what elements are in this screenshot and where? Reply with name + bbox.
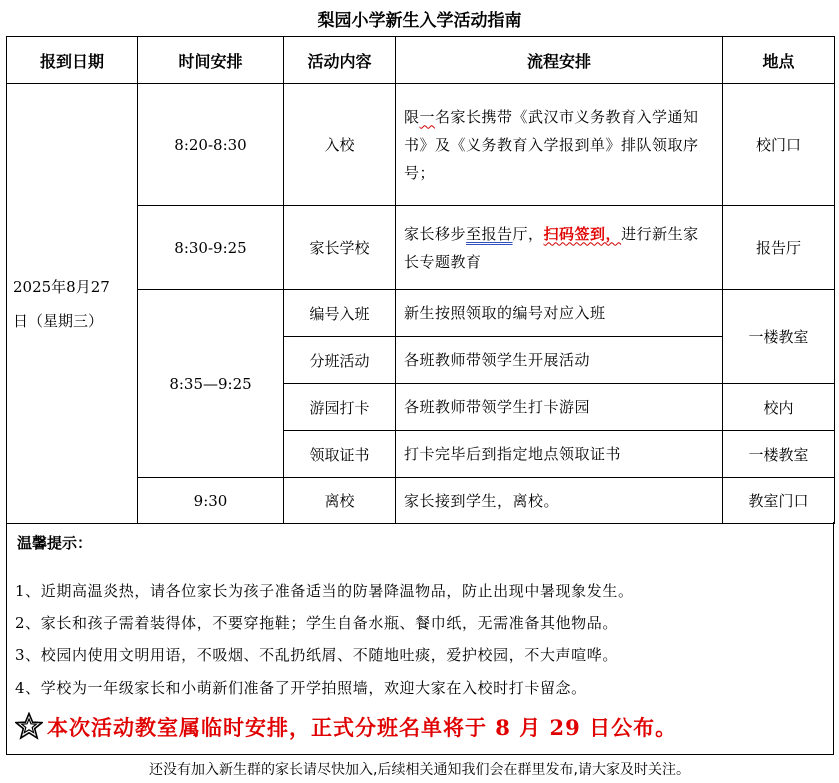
tip-item: 4、学校为一年级家长和小萌新们准备了开学拍照墙，欢迎大家在入校时打卡留念。 — [15, 679, 587, 697]
header-flow: 流程安排 — [396, 37, 723, 84]
time-cell: 8:35—9:25 — [138, 290, 284, 478]
time-cell: 8:20-8:30 — [138, 84, 284, 206]
activity-cell: 家长学校 — [284, 206, 396, 290]
star-outline-icon — [15, 712, 43, 740]
header-place: 地点 — [723, 37, 835, 84]
header-activity: 活动内容 — [284, 37, 396, 84]
tips-title: 温馨提示： — [17, 534, 93, 552]
activity-cell: 编号入班 — [284, 290, 396, 337]
flow-text-marked: 一 — [419, 107, 436, 126]
footer-note: 还没有加入新生群的家长请尽快加入,后续相关通知我们会在群里发布,请大家及时关注。 — [149, 762, 690, 778]
flow-cell — [396, 84, 723, 206]
notice-line — [15, 712, 835, 742]
flow-text: 家长移步 — [404, 224, 467, 243]
header-time: 时间安排 — [138, 37, 284, 84]
flow-cell: 打卡完毕后到指定地点领取证书 — [396, 431, 723, 478]
flow-cell: 家长接到学生，离校。 — [396, 478, 723, 524]
place-cell: 一楼教室 — [723, 290, 835, 384]
tip-item: 2、家长和孩子需着装得体，不要穿拖鞋；学生自备水瓶、餐巾纸，无需准备其他物品。 — [15, 614, 618, 632]
place-cell: 教室门口 — [723, 478, 835, 524]
date-line-2: 日（星期三） — [13, 311, 104, 330]
place-cell: 一楼教室 — [723, 431, 835, 478]
notice-text: 本次活动教室属临时安排，正式分班名单将于 8 月 29 日公布。 — [47, 715, 678, 740]
tip-item: 1、近期高温炎热，请各位家长为孩子准备适当的防暑降温物品，防止出现中暑现象发生。 — [15, 582, 634, 600]
flow-text-marked: 至报告 — [466, 224, 513, 243]
flow-text: 限 — [404, 107, 420, 126]
place-cell: 校门口 — [723, 84, 835, 206]
flow-cell: 新生按照领取的编号对应入班 — [396, 290, 723, 337]
date-cell — [7, 84, 138, 524]
flow-text: 厅， — [512, 224, 544, 243]
flow-cell: 各班教师带领学生开展活动 — [396, 337, 723, 384]
table-row — [7, 84, 835, 206]
header-date: 报到日期 — [7, 37, 138, 84]
schedule-table — [6, 36, 835, 524]
tip-item: 3、校园内使用文明用语，不吸烟、不乱扔纸屑、不随地吐痰，爱护校园，不大声喧哗。 — [15, 646, 618, 664]
place-cell: 报告厅 — [723, 206, 835, 290]
activity-cell: 游园打卡 — [284, 384, 396, 431]
table-header-row — [7, 37, 835, 84]
flow-cell — [396, 206, 723, 290]
flow-text: 名家长携带《武汉市义务教育入学通知书》及《义务教育入学报到单》排队领取序号； — [404, 107, 699, 182]
activity-cell: 离校 — [284, 478, 396, 524]
flow-text-highlight: 扫码签到， — [543, 224, 622, 243]
tips-box — [6, 522, 834, 755]
place-cell: 校内 — [723, 384, 835, 431]
time-cell: 8:30-9:25 — [138, 206, 284, 290]
flow-cell: 各班教师带领学生打卡游园 — [396, 384, 723, 431]
page-title: 梨园小学新生入学活动指南 — [317, 11, 522, 31]
activity-cell: 领取证书 — [284, 431, 396, 478]
time-cell: 9:30 — [138, 478, 284, 524]
activity-cell: 分班活动 — [284, 337, 396, 384]
activity-cell: 入校 — [284, 84, 396, 206]
flow-text: 进行新生家长专题教育 — [404, 224, 699, 271]
date-line-1: 2025年8月27 — [13, 277, 110, 296]
